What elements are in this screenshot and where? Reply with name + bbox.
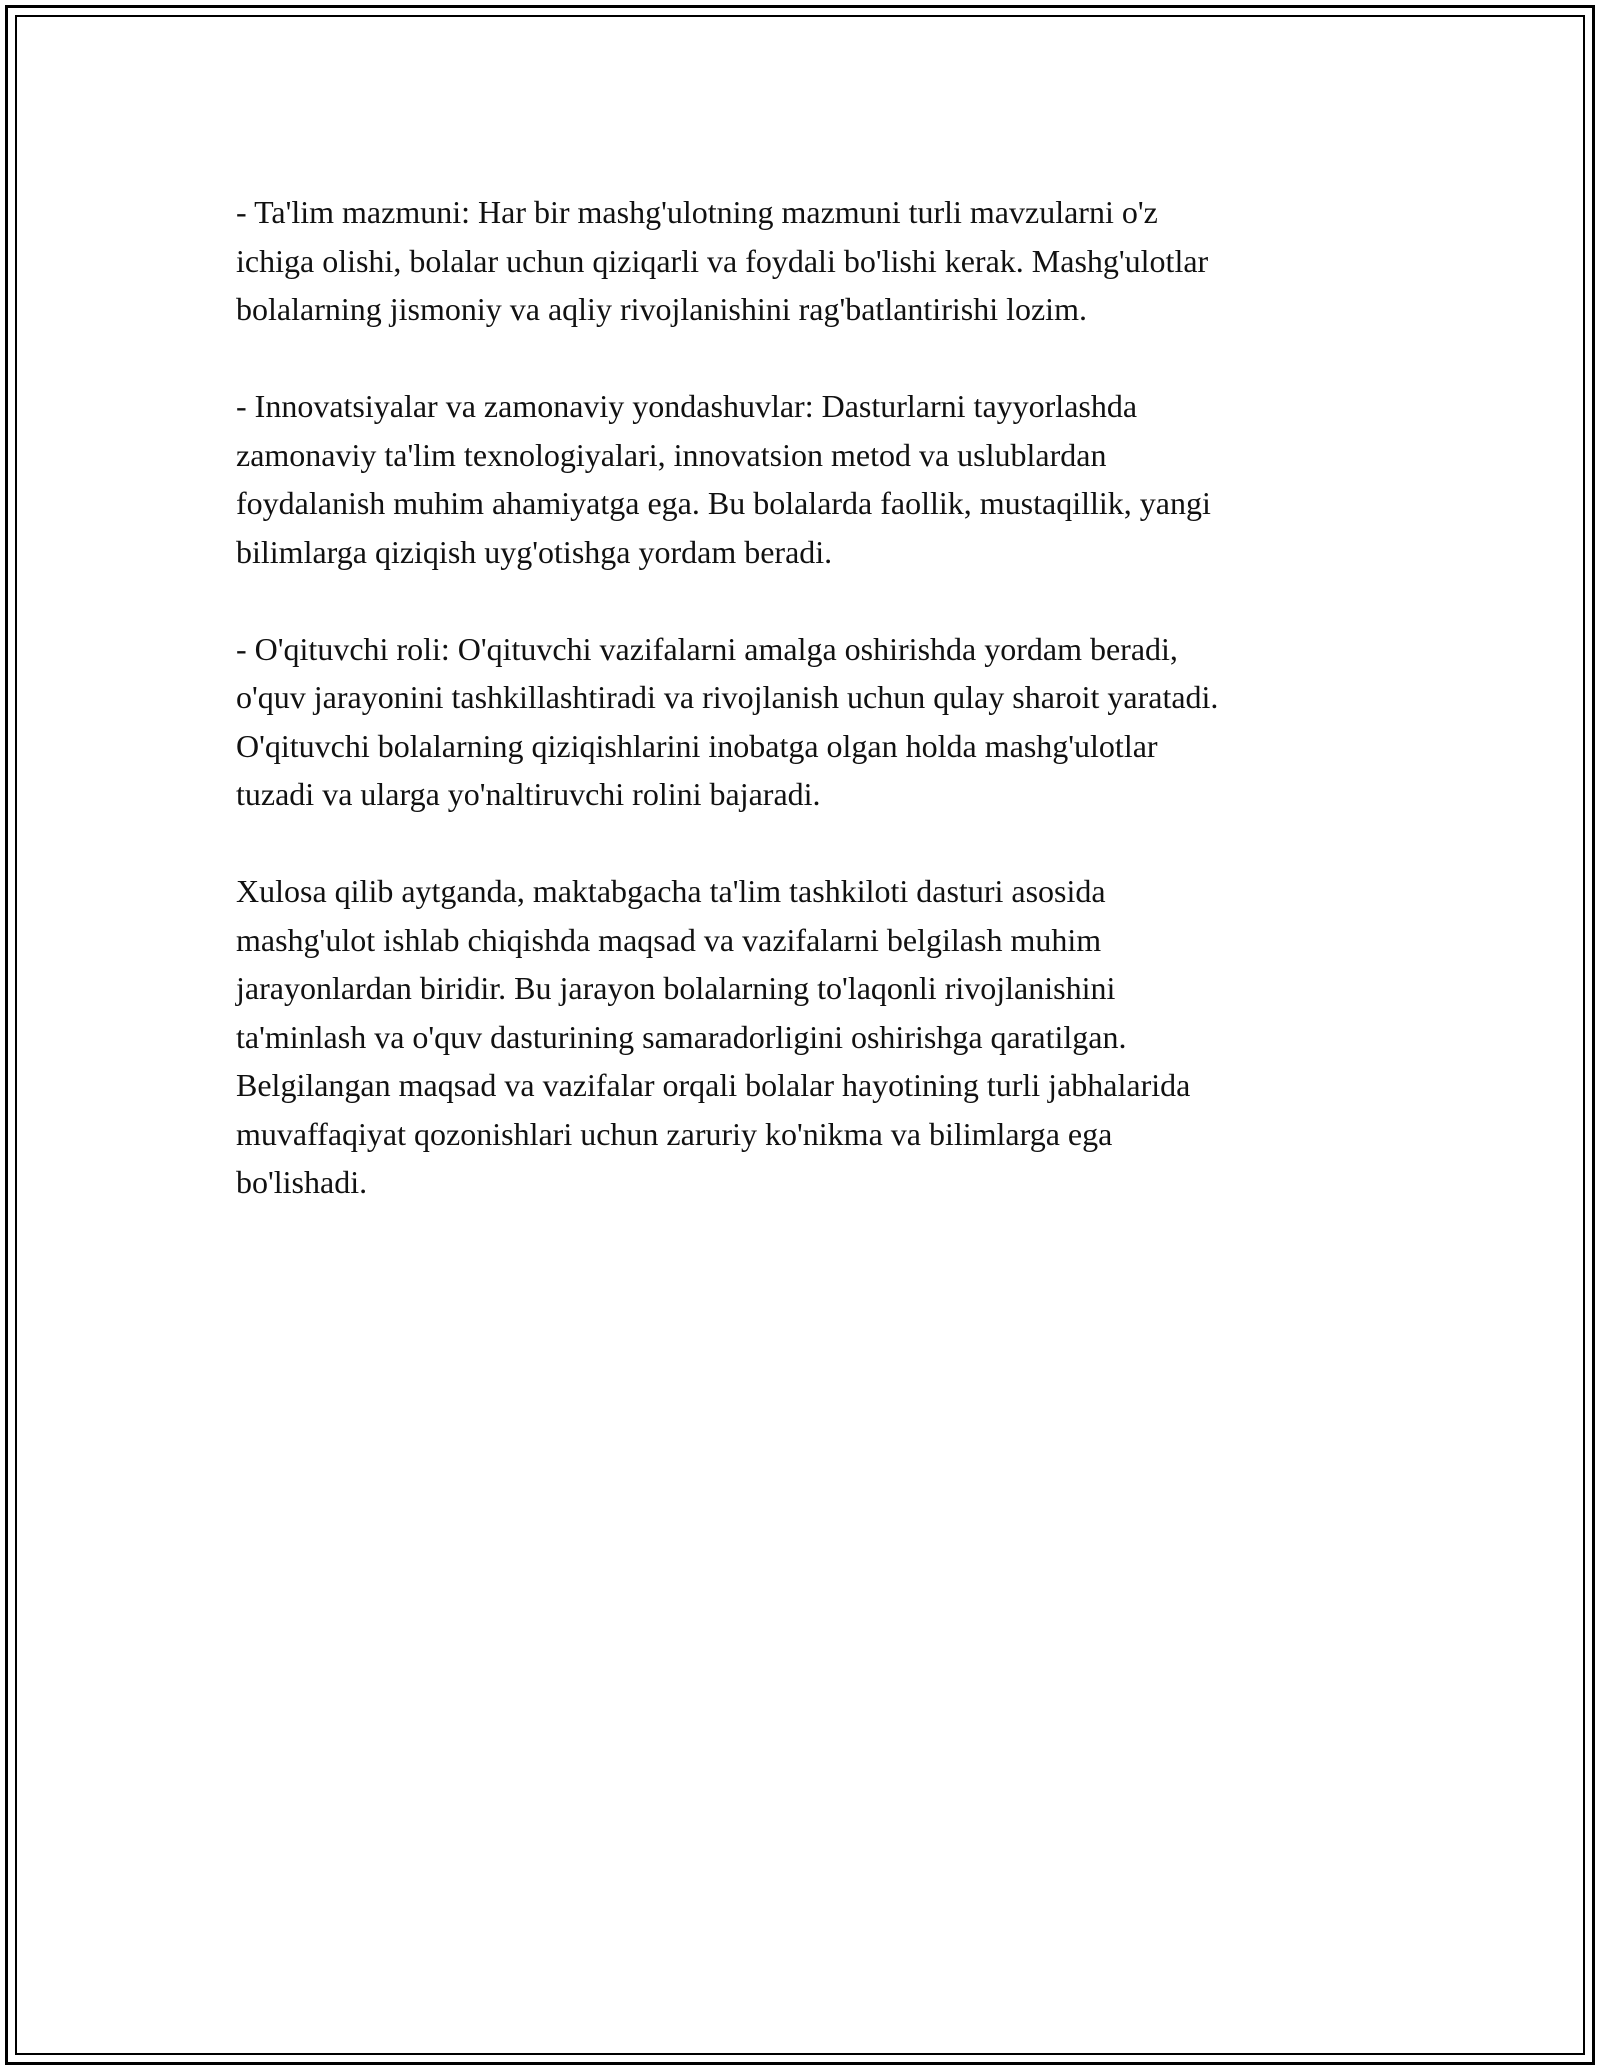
text-line: Belgilangan maqsad va vazifalar orqali bolalar hayotining turli jabhalarida [236, 1067, 1191, 1103]
text-line: bo'lishadi. [236, 1164, 368, 1200]
text-line: zamonaviy ta'lim texnologiyalari, innovatsion metod va uslublardan [236, 436, 1107, 473]
text-line: - O'qituvchi roli: O'qituvchi vazifalarni amalga oshirishda yordam beradi, [236, 630, 1178, 667]
paragraph-oqituvchi-roli [236, 625, 1416, 819]
text-line: ta'minlash va o'quv dasturining samaradorligini oshirishga qaratilgan. [236, 1018, 1127, 1055]
text-line: O'qituvchi bolalarning qiziqishlarini inobatga olgan holda mashg'ulotlar [236, 727, 1158, 764]
text-line: Xulosa qilib aytganda, maktabgacha ta'lim tashkiloti dasturi asosida [236, 873, 1106, 909]
text-line: bilimlarga qiziqish uyg'otishga yordam beradi. [236, 533, 833, 570]
paragraph-innovatsiyalar [236, 382, 1416, 576]
text-line: - Innovatsiyalar va zamonaviy yondashuvlar: Dasturlarni tayyorlashda [236, 388, 1138, 424]
text-line: ichiga olishi, bolalar uchun qiziqarli va foydali bo'lishi kerak. Mashg'ulotlar [236, 242, 1209, 279]
text-line: tuzadi va ularga yo'naltiruvchi rolini bajaradi. [236, 776, 821, 812]
paragraph-talim-mazmuni [236, 188, 1416, 334]
paragraph-xulosa [236, 867, 1416, 1207]
text-line: bolalarning jismoniy va aqliy rivojlanishini rag'batlantirishi lozim. [236, 291, 1087, 327]
text-line: - Ta'lim mazmuni: Har bir mashg'ulotning mazmuni turli mavzularni o'z [236, 194, 1158, 230]
text-line: mashg'ulot ishlab chiqishda maqsad va vazifalarni belgilash muhim [236, 921, 1102, 958]
text-line: foydalanish muhim ahamiyatga ega. Bu bolalarda faollik, mustaqillik, yangi [236, 485, 1211, 521]
text-line: jarayonlardan biridir. Bu jarayon bolalarning to'laqonli rivojlanishini [236, 970, 1116, 1006]
document-body [236, 188, 1416, 1207]
text-line: muvaffaqiyat qozonishlari uchun zaruriy ko'nikma va bilimlarga ega [236, 1115, 1113, 1152]
text-line: o'quv jarayonini tashkillashtiradi va rivojlanish uchun qulay sharoit yaratadi. [236, 679, 1219, 715]
